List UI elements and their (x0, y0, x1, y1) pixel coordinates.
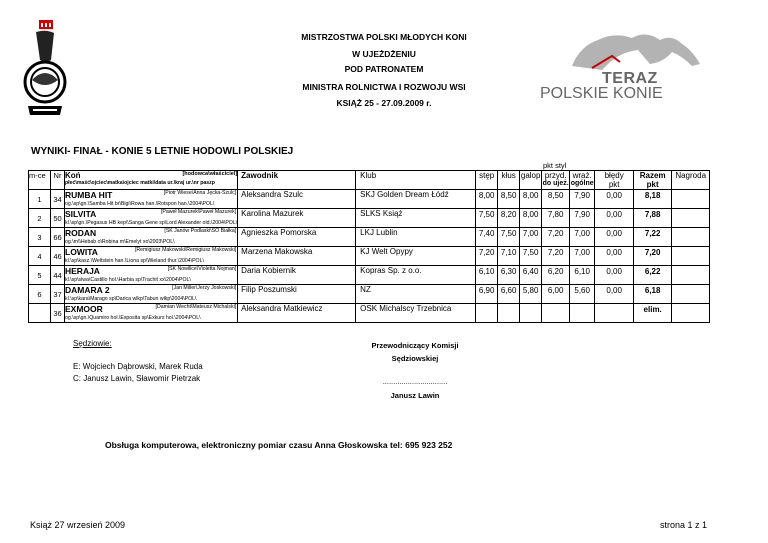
horse-name: EXMOOR (65, 304, 103, 314)
score-step: 7,50 (476, 209, 498, 228)
header-razem-2: pkt (634, 180, 672, 190)
horse-cell (65, 209, 238, 221)
score-galop: 6,40 (520, 266, 542, 285)
number-cell: 36 (51, 304, 65, 323)
header-wraz: wraż. (570, 171, 595, 181)
header-galop: galop (520, 171, 541, 180)
rider-cell: Agnieszka Pomorska (238, 228, 356, 247)
owner-text: [Damian Wecht\Mateusz Michalski] (155, 304, 237, 310)
header-step: stęp (476, 171, 498, 181)
score-galop: 8,00 (520, 209, 542, 228)
chair-name: Janusz Lawin (390, 391, 440, 400)
judges-block (73, 339, 203, 383)
score-wraz: 7,90 (570, 190, 595, 209)
prize-cell (672, 266, 710, 285)
score-bledy: 0,00 (595, 190, 634, 209)
table-row (29, 304, 710, 316)
score-klus (498, 304, 520, 323)
rider-cell: Marzena Makowska (238, 247, 356, 266)
score-step (476, 304, 498, 323)
score-klus: 8,50 (498, 190, 520, 209)
pedigree-text: kl.\sp\siwa\Castillo hol.\Harbia sp\Trachit xx\2004\POL\ (65, 277, 238, 285)
rider-cell: Karolina Mazurek (238, 209, 356, 228)
results-table (28, 161, 710, 323)
score-wraz: 7,00 (570, 247, 595, 266)
score-przyd: 6,20 (542, 266, 570, 285)
score-step: 7,40 (476, 228, 498, 247)
score-bledy: 0,00 (595, 285, 634, 304)
prize-cell (672, 247, 710, 266)
table-row (29, 285, 710, 297)
total-score: 7,88 (634, 209, 672, 228)
header-kon: Koń [hodowca\właściciel] (65, 171, 238, 180)
place-cell: 3 (29, 228, 51, 247)
horse-cell (65, 304, 238, 316)
score-klus: 7,10 (498, 247, 520, 266)
number-cell: 34 (51, 190, 65, 209)
place-cell: 4 (29, 247, 51, 266)
score-wraz: 5,60 (570, 285, 595, 304)
header-razem: Razem (634, 171, 672, 181)
rider-cell: Aleksandra Szulc (238, 190, 356, 209)
horse-name: SILVITA (65, 209, 97, 219)
score-step: 6,10 (476, 266, 498, 285)
header-line-5: KSIĄŻ 25 - 27.09.2009 r. (336, 98, 432, 108)
score-przyd: 8,50 (542, 190, 570, 209)
total-score: 6,18 (634, 285, 672, 304)
score-wraz: 7,00 (570, 228, 595, 247)
prize-cell (672, 209, 710, 228)
header-pkt-styl: pkt styl (543, 161, 567, 170)
owner-text: [SK Janów Podlaski\SO Białka] (164, 228, 237, 234)
footer-page-number: strona 1 z 1 (660, 520, 708, 530)
club-cell: OSK Michalscy Trzebnica (356, 304, 476, 323)
score-step: 8,00 (476, 190, 498, 209)
total-score: 7,22 (634, 228, 672, 247)
place-cell: 5 (29, 266, 51, 285)
chair-title-1: Przewodniczący Komisji (371, 341, 459, 350)
club-cell: NZ (356, 285, 476, 304)
table-row (29, 266, 710, 278)
horse-name: RUMBA HIT (65, 190, 113, 200)
score-wraz: 7,90 (570, 209, 595, 228)
place-cell: 2 (29, 209, 51, 228)
total-score: elim. (634, 304, 672, 323)
total-score: 7,20 (634, 247, 672, 266)
rider-cell: Daria Kobiernik (238, 266, 356, 285)
table-row (29, 247, 710, 259)
score-bledy: 0,00 (595, 266, 634, 285)
results-rows (29, 190, 710, 323)
header-klub: Klub (356, 171, 476, 181)
horse-name: HERAJA (65, 266, 100, 276)
number-cell: 46 (51, 247, 65, 266)
pedigree-text: kl.\sp\kasz.\Weltstein han.\Liona sp\Wieland thur.\2004\POL\ (65, 258, 238, 266)
number-cell: 37 (51, 285, 65, 304)
judges-label: Sędziowie: (73, 339, 112, 348)
operations-note: Obsługa komputerowa, elektroniczny pomiar czasu Anna Głoskowska tel: 695 923 252 (105, 440, 453, 450)
pedigree-text: og.\sp\gn.\Samba Hit br\Bigi\Rowa han.\Rotspon han.\2004\POL\ (65, 201, 238, 209)
header-line-4: MINISTRA ROLNICTWA I ROZWOJU WSI (302, 82, 466, 92)
prize-cell (672, 228, 710, 247)
results-title: WYNIKI- FINAŁ - KONIE 5 LETNIE HODOWLI POLSKIEJ (31, 146, 294, 157)
header-nagroda: Nagroda (672, 171, 710, 181)
header-mce: m-ce (29, 171, 51, 181)
header-nr: Nr (51, 171, 65, 181)
score-bledy (595, 304, 634, 323)
header-przyd-2: do ujeż. (542, 180, 570, 190)
owner-text: [SK Nowilice\Violetta Nojman] (167, 266, 237, 272)
header-wraz-2: ogólne (570, 180, 595, 190)
footer-place-date: Książ 27 wrzesień 2009 (30, 520, 126, 530)
club-cell: LKJ Lublin (356, 228, 476, 247)
owner-text: [Remigiusz Makowski\Remigiusz Makowski] (134, 247, 237, 253)
place-cell (29, 304, 51, 323)
rider-cell: Filip Poszumski (238, 285, 356, 304)
club-cell: KJ Welt Opypy (356, 247, 476, 266)
horse-cell (65, 190, 238, 202)
horse-name: RODAN (65, 228, 97, 238)
number-cell: 50 (51, 209, 65, 228)
score-bledy: 0,00 (595, 228, 634, 247)
place-cell: 6 (29, 285, 51, 304)
header-line-1: MISTRZOSTWA POLSKI MŁODYCH KONI (301, 32, 467, 42)
horse-cell (65, 228, 238, 240)
owner-text: [Piotr Wiese\Anna Jęcka-Szulc] (163, 190, 237, 196)
number-cell: 66 (51, 228, 65, 247)
pedigree-text: kl.\sp\kara\Marago sp\Darica wlkp\Tabun wlkp\2004\POL\ (65, 296, 238, 304)
header-line-3: POD PATRONATEM (344, 64, 424, 74)
rider-cell: Aleksandra Matkiewicz (238, 304, 356, 323)
judges-c: C: Janusz Lawin, Sławomir Pietrzak (73, 374, 201, 383)
score-przyd: 7,80 (542, 209, 570, 228)
owner-text: [Jan Miller\Jerzy Joskowski] (172, 285, 237, 291)
horse-name: LOWITA (65, 247, 98, 257)
score-step: 7,20 (476, 247, 498, 266)
horse-cell (65, 247, 238, 259)
score-galop: 7,00 (520, 228, 542, 247)
score-klus: 8,20 (498, 209, 520, 228)
score-przyd (542, 304, 570, 323)
pedigree-text: og.\m\\Hebab o\Robina m\Emelyt xo\2003\POL\ (65, 239, 238, 247)
chair-block (345, 341, 485, 400)
score-klus: 6,60 (498, 285, 520, 304)
logo-text-teraz: TERAZ (602, 70, 658, 87)
score-wraz: 6,10 (570, 266, 595, 285)
club-cell: SKJ Golden Dream Łódź (356, 190, 476, 209)
prize-cell (672, 190, 710, 209)
horse-cell (65, 285, 238, 297)
header-przyd: przyd. (542, 171, 570, 181)
place-cell: 1 (29, 190, 51, 209)
table-row (29, 209, 710, 221)
pedigree-text: kl.\sp\gn.\Pegasus HB kep\\Sanga Gene sp\Lord Alexander old.\2004\POL\ (65, 220, 238, 226)
table-row (29, 228, 710, 240)
score-galop (520, 304, 542, 323)
header-pedigree: płeć\maść\ojciec\matka\ojciec matki\data ur.\kraj ur.\nr paszp (65, 180, 238, 190)
header-line-2: W UJEŻDŻENIU (352, 49, 416, 59)
score-klus: 7,50 (498, 228, 520, 247)
header-bledy-2: pkt (595, 180, 634, 190)
score-przyd: 6,00 (542, 285, 570, 304)
total-score: 6,22 (634, 266, 672, 285)
score-galop: 8,00 (520, 190, 542, 209)
score-bledy: 0,00 (595, 209, 634, 228)
club-cell: Kopras Sp. z o.o. (356, 266, 476, 285)
score-klus: 6,30 (498, 266, 520, 285)
table-row (29, 190, 710, 202)
horse-name: DAMARA 2 (65, 285, 110, 295)
chair-title-2: Sędziowskiej (391, 354, 439, 363)
header-zawodnik: Zawodnik (238, 171, 356, 181)
table-header-row (29, 171, 710, 181)
score-galop: 7,50 (520, 247, 542, 266)
owner-text: [Paweł Mazurek\Paweł Mazurek] (160, 209, 237, 215)
prize-cell (672, 304, 710, 323)
chair-signature-line: ............................... (382, 377, 448, 386)
header-klus: kłus (498, 171, 520, 181)
total-score: 8,18 (634, 190, 672, 209)
score-galop: 5,80 (520, 285, 542, 304)
number-cell: 44 (51, 266, 65, 285)
horse-cell (65, 266, 238, 278)
score-step: 6,90 (476, 285, 498, 304)
header-bledy: błędy (595, 171, 634, 181)
judges-e: E: Wojciech Dąbrowski, Marek Ruda (73, 362, 203, 371)
score-przyd: 7,20 (542, 228, 570, 247)
logo-text-polskie-konie: POLSKIE KONIE (540, 85, 663, 102)
prize-cell (672, 285, 710, 304)
score-bledy: 0,00 (595, 247, 634, 266)
pedigree-text: og.\sp\gn.\Quamiro hol.\Exposita sp\Exkurs hol.\2004\POL\ (65, 315, 238, 323)
score-wraz (570, 304, 595, 323)
club-cell: SLKS Książ (356, 209, 476, 228)
score-przyd: 7,20 (542, 247, 570, 266)
